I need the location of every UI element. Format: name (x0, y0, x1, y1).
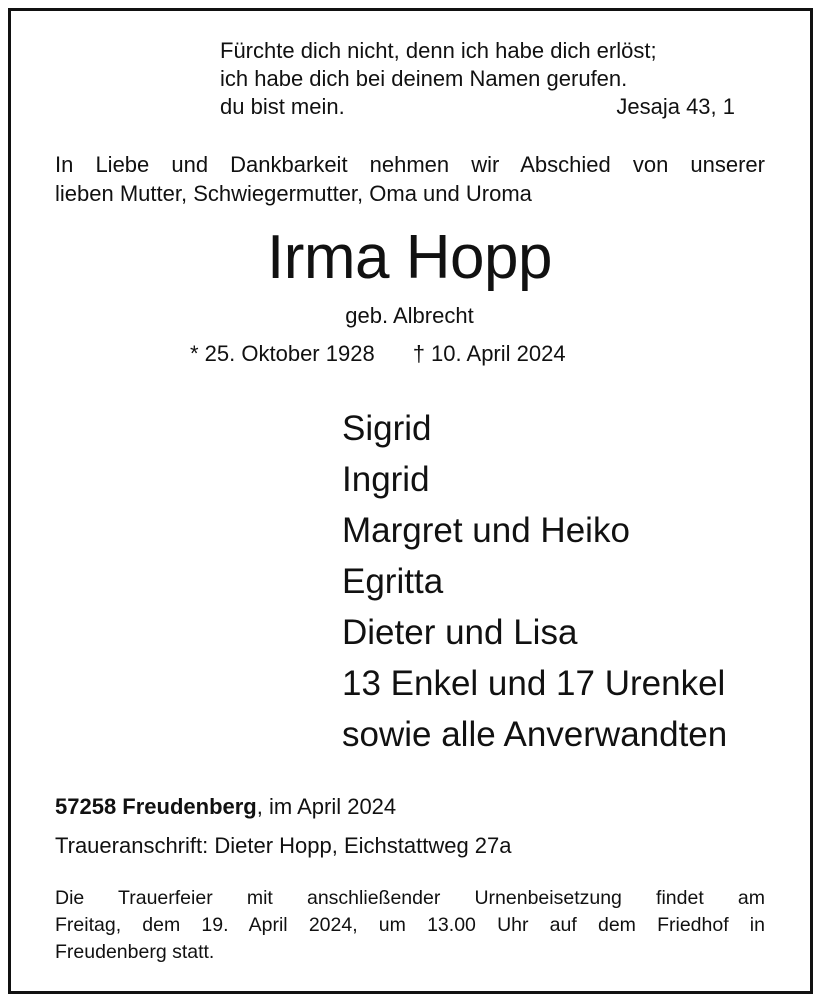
place-date (55, 793, 396, 821)
mourners-list (342, 403, 727, 760)
maiden-name: geb. Albrecht (345, 303, 474, 328)
funeral-notice (55, 885, 765, 966)
intro-text (55, 150, 765, 208)
verse-line (220, 93, 735, 121)
verse-reference: Jesaja 43, 1 (616, 94, 735, 119)
bible-verse (220, 37, 735, 121)
notice-line: Freudenberg statt. (55, 941, 215, 963)
verse-line: ich habe dich bei deinem Namen gerufen. (220, 66, 628, 91)
mourner-entry: Egritta (342, 562, 444, 601)
mourning-address: Traueranschrift: Dieter Hopp, Eichstattweg 27a (55, 833, 512, 858)
verse-line: Fürchte dich nicht, denn ich habe dich erlöst; (220, 38, 657, 63)
intro-line: lieben Mutter, Schwiegermutter, Oma und Uroma (55, 181, 532, 206)
deceased-name: Irma Hopp (267, 223, 552, 292)
mourner-entry: Ingrid (342, 460, 430, 499)
place-month: , im April 2024 (256, 794, 397, 819)
death-date: † 10. April 2024 (412, 341, 566, 366)
life-dates (190, 340, 566, 368)
mourner-entry: Margret und Heiko (342, 511, 630, 550)
mourner-entry: Dieter und Lisa (342, 613, 578, 652)
mourner-entry: 13 Enkel und 17 Urenkel (342, 664, 726, 703)
intro-line: In Liebe und Dankbarkeit nehmen wir Abschied von unserer (55, 152, 765, 177)
mourner-entry: sowie alle Anverwandten (342, 715, 728, 754)
notice-line: Freitag, dem 19. April 2024, um 13.00 Uhr auf dem Friedhof in (55, 914, 765, 936)
verse-line-text: du bist mein. (220, 94, 345, 119)
place-location: 57258 Freudenberg (55, 794, 257, 819)
notice-line: Die Trauerfeier mit anschließender Urnenbeisetzung findet am (55, 887, 765, 909)
birth-date: * 25. Oktober 1928 (190, 341, 375, 366)
mourner-entry: Sigrid (342, 409, 432, 448)
